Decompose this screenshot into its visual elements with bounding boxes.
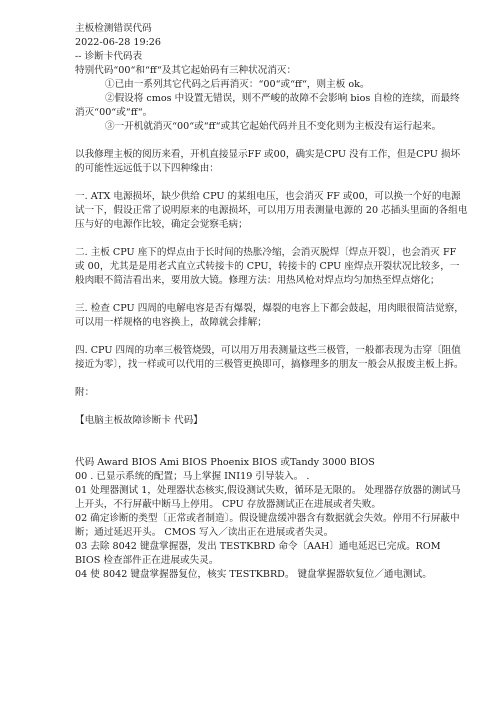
paragraph-1: 以我修理主板的阅历来看，开机直接显示FF 或00，确实是CPU 没有工作，但是CPU 损坏的可能性远远低于以下四种缘由：	[75, 149, 461, 174]
code-row-01: 01 处理器测试 1，处理器状态核实,假设测试失败，循环是无限的。 处理器存放器的测试马上开头，不行屏蔽中断马上停用。 CPU 存放器测试正在进展或者失败。	[75, 485, 461, 510]
code-row-02: 02 确定诊断的类型〔正常或者制造〕。假设键盘缓冲器含有数据就会失效。停用不行屏蔽中断；通过延迟开头。 CMOS 写入／读出正在进展或者失灵。	[75, 513, 460, 538]
code-row-00: 00 . 已显示系统的配置；马上掌握 INI19 引导装入。 .	[75, 471, 310, 482]
reason-3: 三. 检查 CPU 四周的电解电容是否有爆裂，爆裂的电容上下都会鼓起，用肉眼很简洁觉察，可以用一样规格的电容换上，故障就会排解；	[75, 303, 464, 328]
case-3: ③一开机就消灭“00“或“ff“或其它起始代码并且不变化则为主板没有运行起来。	[105, 121, 442, 132]
reason-1: 一. ATX 电源损坏，缺少供给 CPU 的某组电压，也会消灭 FF 或00，可以换一个好的电源试一下，假设正常了说明原来的电源损坏，可以用万用表测量电源的 20 芯插头里面的各组电压与好的电源作比较，确定会觉察毛病；	[75, 191, 468, 230]
code-table-header: 代码 Award BIOS Ami BIOS Phoenix BIOS 或Tandy 3000 BIOS	[75, 457, 375, 468]
intro-line: 特别代码“00“和“ff“及其它起始码有三种状况消灭：	[75, 65, 297, 76]
reason-4: 四. CPU 四周的功率三极管烧毁，可以用万用表测量这些三极管，一般都表现为击穿〔阻值接近为零〕，找一样或可以代用的三极管更换即可，搞修理多的朋友一般会从报废主板上拆。	[75, 345, 464, 370]
doc-datetime: 2022-06-28 19:26	[75, 37, 162, 48]
case-1: ①已由一系列其它代码之后再消灭：“00“或“ff“，则主板 ok。	[105, 79, 370, 90]
section-title: 【电脑主板故障诊断卡 代码】	[75, 415, 203, 426]
code-row-03: 03 去除 8042 键盘掌握器，发出 TESTKBRD 命令〔AAH〕通电延迟已完成。ROM BIOS 检查部件正在进展或失灵。	[75, 541, 441, 566]
appendix-label: 附：	[75, 387, 95, 398]
case-2: ②假设将 cmos 中设置无错误，则不严峻的故障不会影响 bios 自检的连续，而最终消灭“00“或“ff“。	[75, 93, 460, 118]
doc-title: 主板检测错误代码	[75, 23, 152, 34]
code-row-04: 04 使 8042 键盘掌握器复位，核实 TESTKBRD。 键盘掌握器软复位／通电测试。	[75, 569, 432, 580]
reason-2: 二. 主板 CPU 座下的焊点由于长时间的热胀冷缩，会消灭脱焊〔焊点开裂〕，也会消灭 FF 或 00，尤其是是用老式直立式转接卡的 CPU，转接卡的 CPU 座焊点开裂状况比较多，一般肉眼不简洁看出来，要用放大镜。修理方法：用热风枪对焊点均匀加热至焊点熔化；	[75, 247, 460, 286]
doc-subtitle: -- 诊断卡代码表	[75, 51, 143, 62]
